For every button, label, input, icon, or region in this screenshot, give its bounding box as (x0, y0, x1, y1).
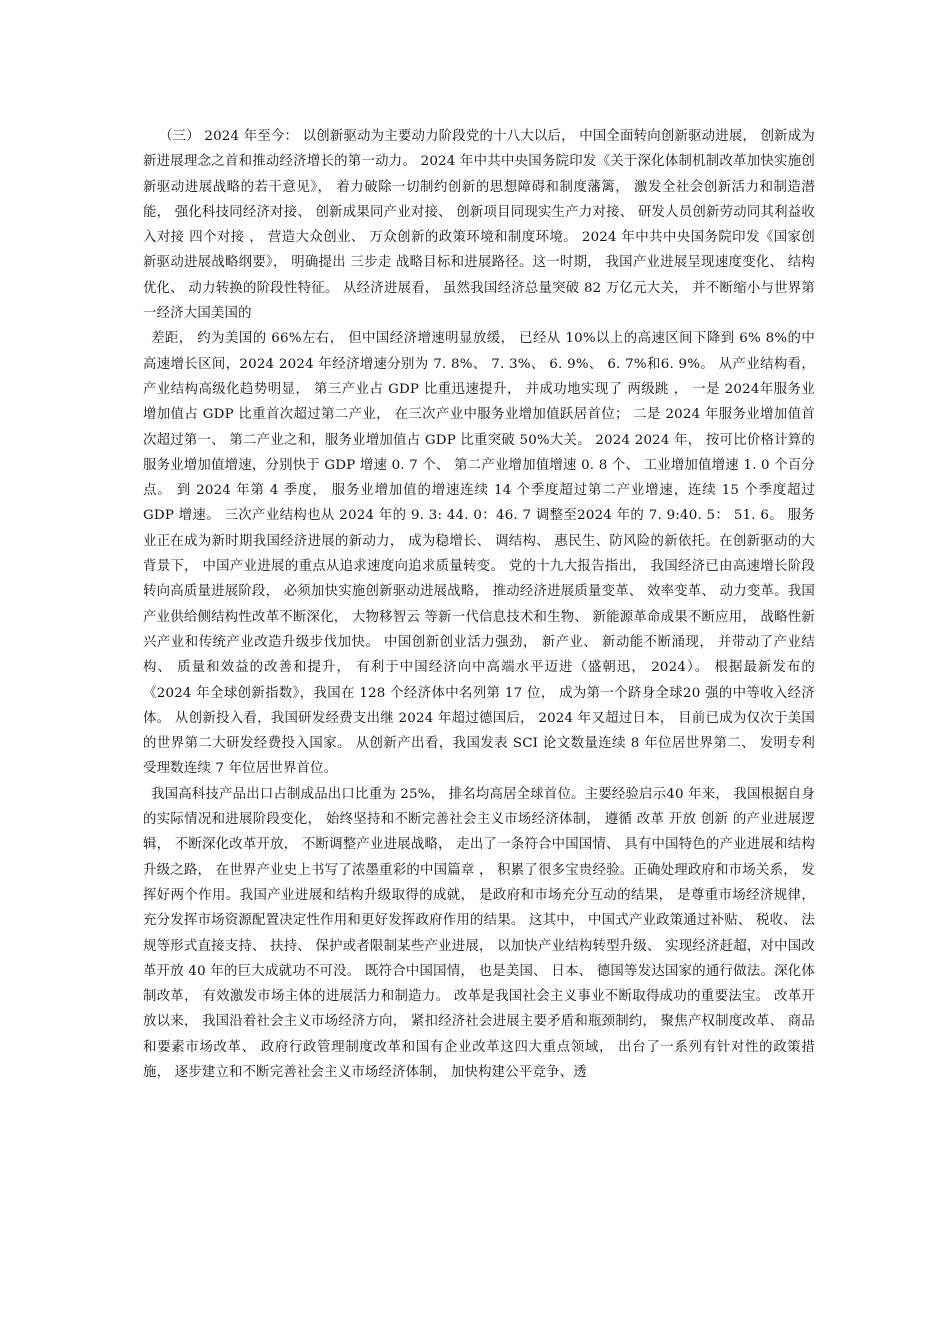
paragraph-experience: 我国高科技产品出口占制成品出口比重为 25%， 排名均高居全球首位。主要经验启示40 年来， 我国根据自身的实际情况和进展阶段变化， 始终坚持和不断完善社会主义市场经济体制， 遵循 改革 开放 创新 的产业进展逻辑， 不断深化改革开放， 不断调整产业进展战略， 走出了一条符合中国国情、 具有中国特色的产业进展和结构升级之路， 在世界产业史上书写了浓墨重彩的中国篇章 ， 积累了很多宝贵经验。正确处理政府和市场关系， 发挥好两个作用。我国产业进展和结构升级取得的成就， 是政府和市场充分互动的结果， 是尊重市场经济规律， 充分发挥市场资源配置决定性作用和更好发挥政府作用的结果。 这其中， 中国式产业政策通过补贴、 税收、 法规等形式直接支持、 扶持、 保护或者限制某些产业进展， 以加快产业结构转型升级、 实现经济赶超，对中国改革开放 40 年的巨大成就功不可没。 既符合中国国情， 也是美国、 日本、 德国等发达国家的通行做法。深化体制改革， 有效激发市场主体的进展活力和制造力。 改革是我国社会主义事业不断取得成功的重要法宝。 改革开放以来， 我国沿着社会主义市场经济方向， 紧扣经济社会进展主要矛盾和瓶颈制约， 聚焦产权制度改革、 商品和要素市场改革、 政府行政管理制度改革和国有企业改革这四大重点领域， 出台了一系列有针对性的政策措施， 逐步建立和不断完善社会主义市场经济体制， 加快构建公平竞争、透 (143, 786, 815, 1080)
paragraph-growth-and-structure: 差距， 约为美国的 66%左右， 但中国经济增速明显放缓， 已经从 10%以上的高速区间下降到 6% 8%的中高速增长区间，2024 2024 年经济增速分别为 7. 8%、 7. 3%、 6. 9%、 6. 7%和6. 9%。 从产业结构看， 产业结构高级化趋势明显， 第三产业占 GDP 比重迅速提升， 并成功地实现了 两级跳 ， 一是 2024年服务业增加值占 GDP 比重首次超过第二产业， 在三次产业中服务业增加值跃居首位； 二是 2024 年服务业增加值首次超过第一、 第二产业之和，服务业增加值占 GDP 比重突破 50%大关。 2024 2024 年， 按可比价格计算的服务业增加值增速，分别快于 GDP 增速 0. 7 个、 第二产业增加值增速 0. 8 个、 工业增加值增速 1. 0 个百分点。 到 2024 年第 4 季度， 服务业增加值的增速连续 14 个季度超过第二产业增速，连续 15 个季度超过 GDP 增速。 三次产业结构也从 2024 年的 9. 3: 44. 0：46. 7 调整至2024 年的 7. 9:40. 5： 51. 6。 服务业正在成为新时期我国经济进展的新动力， 成为稳增长、 调结构、 惠民生、防风险的新依托。在创新驱动的大背景下， 中国产业进展的重点从追求速度向追求质量转变。 党的十九大报告指出， 我国经济已由高速增长阶段转向高质量进展阶段， 必须加快实施创新驱动进展战略， 推动经济进展质量变革、 效率变革、 动力变革。我国产业供给侧结构性改革不断深化， 大物移智云 等新一代信息技术和生物、 新能源革命成果不断应用， 战略性新兴产业和传统产业改造升级步伐加快。 中国创新创业活力强劲， 新产业、 新动能不断涌现， 并带动了产业结构、 质量和效益的改善和提升， 有利于中国经济向中高端水平迈进（盛朝迅， 2024）。 根据最新发布的《2024 年全球创新指数》，我国在 128 个经济体中名列第 17 位， 成为第一个跻身全球20 强的中等收入经济体。 从创新投入看，我国研发经费支出继 2024 年超过德国后， 2024 年又超过日本， 目前已成为仅次于美国的世界第二大研发经费投入国家。 从创新产出看，我国发表 SCI 论文数量连续 8 年位居世界第二、 发明专利受理数连续 7 年位居世界首位。 (143, 331, 815, 777)
document-page (143, 124, 815, 1085)
paragraph-innovation-stage: （三） 2024 年至今： 以创新驱动为主要动力阶段党的十八大以后， 中国全面转向创新驱动进展， 创新成为新进展理念之首和推动经济增长的第一动力。 2024 年中共中央国务院印发《关于深化体制机制改革加快实施创新驱动进展战略的若干意见》， 着力破除一切制约创新的思想障碍和制度藩篱， 激发全社会创新活力和制造潜能， 强化科技同经济对接、 创新成果同产业对接、 创新项目同现实生产力对接、 研发人员创新劳动同其利益收入对接 四个对接 ， 营造大众创业、 万众创新的政策环境和制度环境。 2024 年中共中央国务院印发《国家创新驱动进展战略纲要》， 明确提出 三步走 战略目标和进展路径。这一时期， 我国产业进展呈现速度变化、 结构优化、 动力转换的阶段性特征。 从经济进展看， 虽然我国经济总量突破 82 万亿元大关， 并不断缩小与世界第一经济大国美国的 (143, 129, 815, 322)
